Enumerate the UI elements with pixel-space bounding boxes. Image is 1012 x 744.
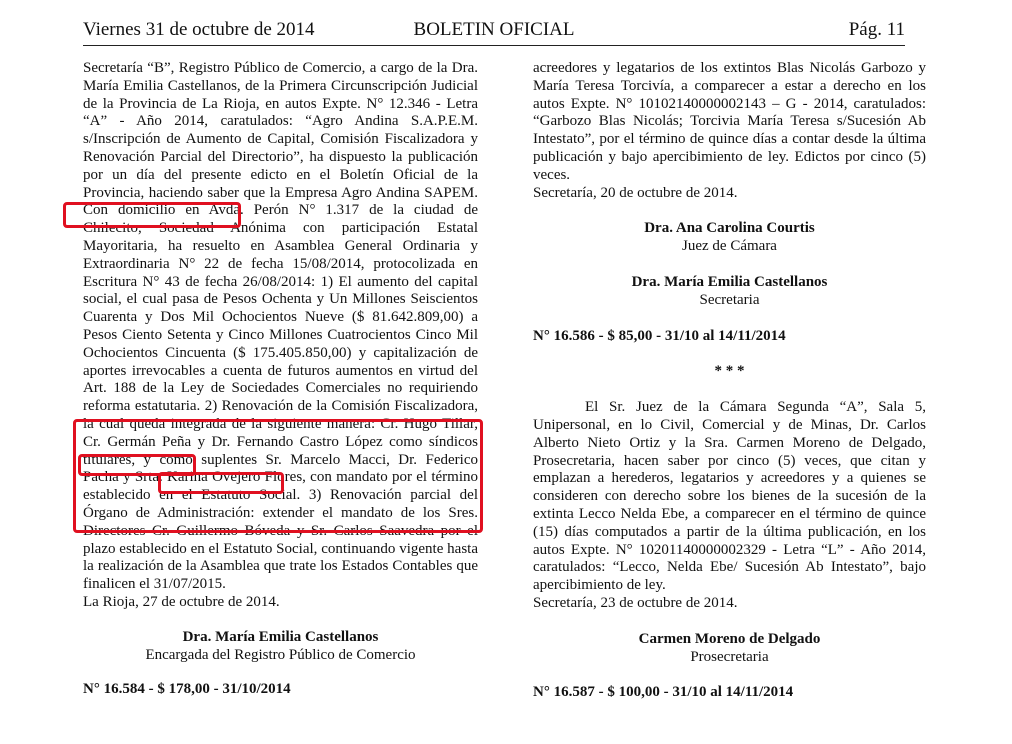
page-header	[83, 18, 905, 44]
edict-agro-andina-text: Secretaría “B”, Registro Público de Comercio, a cargo de la Dra. María Emilia Castellanos, de la Primera Circunscripción Judicial de la Provincia de La Rioja, en autos Expte. N° 12.346 - Letra “A” - Año 2014, caratulados: “Agro Andina S.A.P.E.M. s/Inscripción de Aumento de Capital, Comisión Fiscalizadora y Renovación Parcial del Directorio”, ha dispuesto la publicación por un día del presente edicto en el Boletín Oficial de la Provincia, haciendo saber que la Empresa Agro Andina SAPEM. Con domicilio en Avda. Perón N° 1.317 de la ciudad de Chilecito, Sociedad Anónima con participación Estatal Mayoritaria, ha resuelto en Asamblea General Ordinaria y Extraordinaria N° 22 de fecha 15/08/2014, protocolizada en Escritura N° 43 de fecha 26/08/2014: 1) El aumento del capital social, el cual pasa de Pesos Ochenta y Un Millones Seiscientos Cuarenta y Dos Mil Ochocientos Nueve ($ 81.642.809,00) a Pesos Ciento Setenta y Cinco Millones Cuatrocientos Cinco Mil Ochocientos Cincuenta ($ 175.405.850,00) y capitalización de aportes irrevocables a cuenta de futuros aumentos en virtud del Art. 188 de la Ley de Sociedades Comerciales no requiriendo reforma estatutaria. 2) Renovación de la Comisión Fiscalizadora, la cual queda integrada de la siguiente manera: Cr. Hugo Tillar, Cr. Germán Peña y Dr. Fernando Castro López como síndicos titulares, y como suplentes Sr. Marcelo Macci, Dr. Federico Pacha y Srta. Karina Ovejero Flores, con mandato por el término establecido en el Estatuto Social. 3) Renovación parcial del Órgano de Administración: extender el mandato de los Sres. Directores Cr. Guillermo Bóveda y Sr. Carlos Saavedra por el plazo establecido en el Estatuto Social, continuando vigente hasta la realización de la Asamblea que trate los Estados Contables que finalicen el 31/07/2015.	[83, 60, 478, 593]
header-date: Viernes 31 de octubre de 2014	[83, 19, 315, 40]
left-column	[83, 60, 478, 699]
signature-name: Dra. María Emilia Castellanos	[182, 628, 379, 645]
signature-3-role: Prosecretaria	[690, 648, 769, 665]
notice-number-2: N° 16.587 - $ 100,00 - 31/10 al 14/11/2014	[533, 684, 794, 701]
signature-1-role: Juez de Cámara	[682, 238, 777, 255]
signature-2-role: Secretaria	[699, 291, 760, 308]
separator: * * *	[714, 363, 745, 380]
signature-1-name: Dra. Ana Carolina Courtis	[644, 220, 815, 237]
secretaria-date-2: Secretaría, 23 de octubre de 2014.	[533, 594, 738, 611]
header-title: BOLETIN OFICIAL	[413, 19, 575, 40]
signature-role: Encargada del Registro Público de Comercio	[145, 646, 416, 663]
edict-lecco-text: El Sr. Juez de la Cámara Segunda “A”, Sala 5, Unipersonal, en lo Civil, Comercial y de Minas, Dr. Carlos Alberto Nieto Ortiz y la Sra. Carmen Moreno de Delgado, Prosecretaria, hacen saber por cinco (5) veces, que citan y emplazan a herederos, legatarios y acreedores y a quienes se consideren con derecho sobre los bienes de la sucesión de la extinta Lecco Nelda Ebe, a comparecer en el término de quince (15) días computados a partir de la última publicación, en los autos Expte. N° 10201140000002329 - Letra “L” - Año 2014, caratulados: “Lecco, Nelda Ebe/ Sucesión Ab Intestato”, bajo apercibimiento de ley.	[533, 399, 926, 594]
header-rule	[83, 45, 905, 46]
secretaria-date-1: Secretaría, 20 de octubre de 2014.	[533, 184, 738, 201]
notice-number-1: N° 16.586 - $ 85,00 - 31/10 al 14/11/2014	[533, 327, 786, 344]
header-page-number: Pág. 11	[848, 19, 905, 40]
signature-3-name: Carmen Moreno de Delgado	[638, 630, 821, 647]
notice-number: N° 16.584 - $ 178,00 - 31/10/2014	[83, 681, 291, 698]
signature-2-name: Dra. María Emilia Castellanos	[631, 273, 828, 290]
right-column	[533, 60, 926, 702]
edict-place-date: La Rioja, 27 de octubre de 2014.	[83, 593, 280, 610]
edict-garbozo-text: acreedores y legatarios de los extintos Blas Nicolás Garbozo y María Teresa Torcivía, a comparecer a estar a derecho en los autos Expte. N° 10102140000002143 – G - 2014, caratulados: “Garbozo Blas Nicolás; Torcivia María Teresa s/Sucesión Ab Intestato”, por el término de quince días a contar desde la última publicación y bajo apercibimiento de ley. Edictos por cinco (5) veces.	[533, 60, 926, 183]
